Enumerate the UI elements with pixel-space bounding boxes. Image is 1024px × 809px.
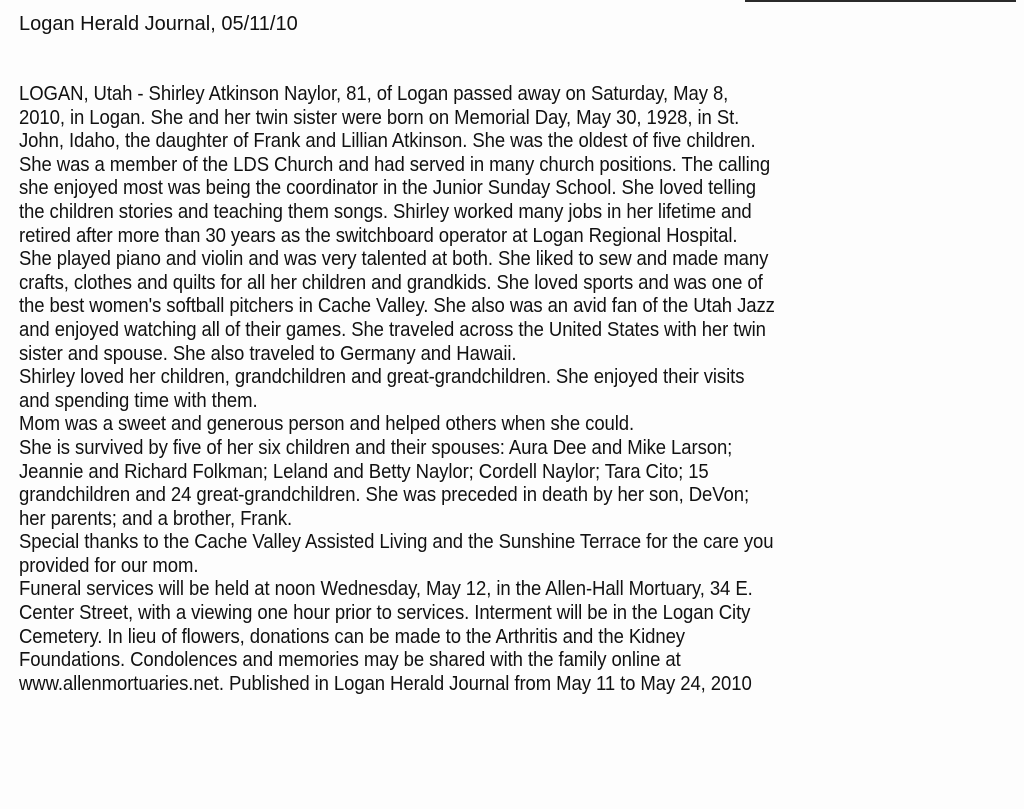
text-line: grandchildren and 24 great-grandchildren. She was preceded in death by her son, DeVon; (19, 483, 750, 507)
text-line: she enjoyed most was being the coordinator in the Junior Sunday School. She loved telling (19, 176, 756, 200)
text-line: Foundations. Condolences and memories may be shared with the family online at (19, 648, 681, 672)
obituary-body (19, 82, 1019, 695)
text-line: She is survived by five of her six children and their spouses: Aura Dee and Mike Larson; (19, 435, 733, 459)
text-line: www.allenmortuaries.net. Published in Logan Herald Journal from May 11 to May 24, 2010 (19, 671, 752, 695)
text-line: Special thanks to the Cache Valley Assisted Living and the Sunshine Terrace for the care you (19, 530, 774, 554)
document-header: Logan Herald Journal, 05/11/10 (19, 13, 298, 35)
text-line: LOGAN, Utah - Shirley Atkinson Naylor, 81, of Logan passed away on Saturday, May 8, (19, 82, 729, 105)
text-line: and spending time with them. (19, 388, 258, 412)
text-line: Shirley loved her children, grandchildren and great-grandchildren. She enjoyed their visits (19, 365, 745, 389)
text-line: the children stories and teaching them songs. Shirley worked many jobs in her lifetime and (19, 199, 752, 223)
text-line: sister and spouse. She also traveled to Germany and Hawaii. (19, 341, 517, 365)
text-line: Cemetery. In lieu of flowers, donations can be made to the Arthritis and the Kidney (19, 624, 685, 648)
text-line: retired after more than 30 years as the switchboard operator at Logan Regional Hospital. (19, 223, 738, 247)
text-line: Jeannie and Richard Folkman; Leland and Betty Naylor; Cordell Naylor; Tara Cito; 15 (19, 459, 709, 483)
text-line: 2010, in Logan. She and her twin sister were born on Memorial Day, May 30, 1928, in St. (19, 105, 740, 129)
text-line: Center Street, with a viewing one hour prior to services. Interment will be in the Logan City (19, 601, 751, 625)
text-line: her parents; and a brother, Frank. (19, 506, 293, 530)
text-line: provided for our mom. (19, 553, 199, 577)
text-line: She was a member of the LDS Church and had served in many church positions. The calling (19, 152, 771, 176)
text-line: Funeral services will be held at noon Wednesday, May 12, in the Allen-Hall Mortuary, 34 E. (19, 577, 753, 601)
text-line: She played piano and violin and was very talented at both. She liked to sew and made many (19, 247, 769, 271)
scan-edge-line (745, 0, 1016, 2)
text-line: John, Idaho, the daughter of Frank and Lillian Atkinson. She was the oldest of five children. (19, 129, 756, 153)
text-line: the best women's softball pitchers in Cache Valley. She also was an avid fan of the Utah Jazz (19, 294, 775, 318)
text-line: and enjoyed watching all of their games. She traveled across the United States with her twin (19, 317, 766, 341)
text-line: Mom was a sweet and generous person and helped others when she could. (19, 412, 635, 436)
text-line: crafts, clothes and quilts for all her children and grandkids. She loved sports and was one of (19, 270, 763, 294)
